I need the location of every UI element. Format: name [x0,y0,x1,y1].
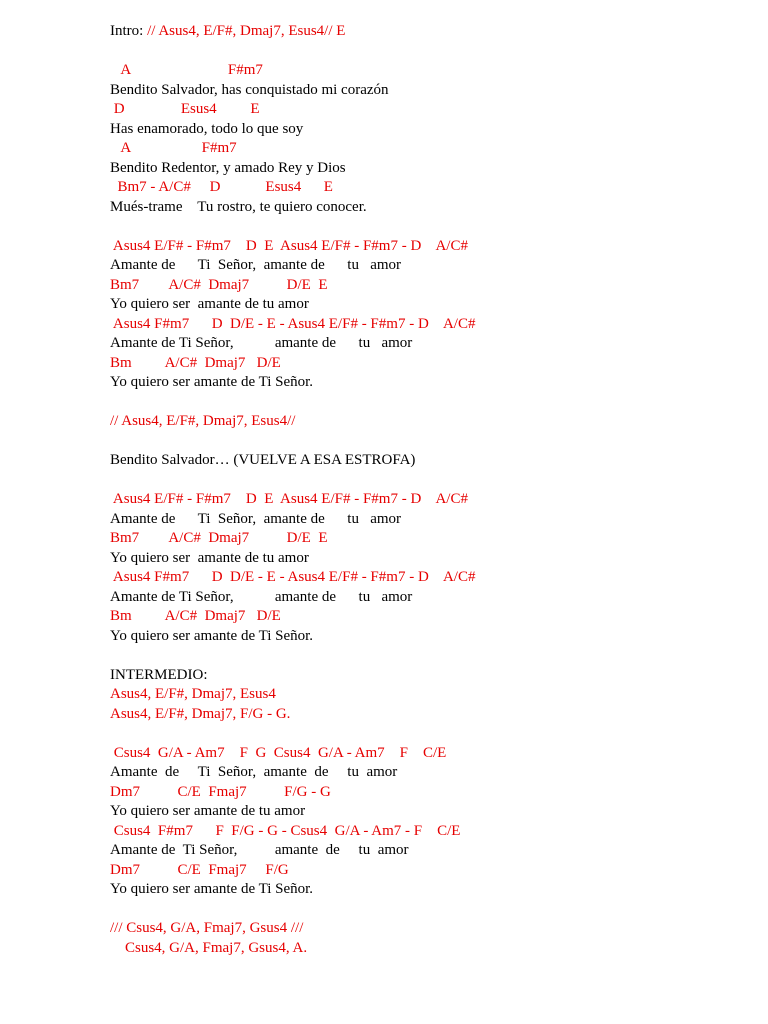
intro-label: Intro: [110,23,148,39]
chord-line: Dm7 C/E Fmaj7 F/G - G [110,783,331,800]
blank-line [110,42,768,62]
chord-line: Asus4, E/F#, Dmaj7, Esus4 [110,686,276,702]
lyric-line: Amante de Ti Señor, amante de tu amor [110,335,413,351]
chord-line: Asus4 F#m7 D D/E - E - Asus4 E/F# - F#m7 - D A/C# [110,569,476,585]
lyric-line: Amante de Ti Señor, amante de tu amor [110,764,398,780]
lyric-line: Amante de Ti Señor, amante de tu amor [110,257,402,273]
chord-line: Bm A/C# Dmaj7 D/E [110,354,281,371]
chord-line: Asus4 E/F# - F#m7 D E Asus4 E/F# - F#m7 - D A/C# [110,237,468,254]
intro-chords: // Asus4, E/F#, Dmaj7, Esus4// E [147,23,346,39]
chord-line: Asus4 F#m7 D D/E - E - Asus4 E/F# - F#m7 - D A/C# [110,315,476,332]
lyric-line: Yo quiero ser amante de Ti Señor. [110,881,314,897]
lyric-line: Yo quiero ser amante de tu amor [110,296,309,312]
chord-line: A F#m7 [110,140,237,156]
chord-line: /// Csus4, G/A, Fmaj7, Gsus4 /// [110,920,304,936]
chord-line: Bm7 A/C# Dmaj7 D/E E [110,276,328,293]
chord-line: Bm7 - A/C# D Esus4 E [110,179,333,195]
chord-line: Bm A/C# Dmaj7 D/E [110,608,281,624]
blank-line [110,646,768,666]
blank-line [110,432,768,452]
lyric-line: Amante de Ti Señor, amante de tu amor [110,588,413,605]
chord-line: A F#m7 [110,62,263,78]
lyric-line: Yo quiero ser amante de Ti Señor. [110,627,314,644]
chord-line: Asus4, E/F#, Dmaj7, F/G - G. [110,705,291,722]
blank-line [110,900,768,920]
chord-line: D Esus4 E [110,101,260,117]
lyric-line: Has enamorado, todo lo que soy [110,120,304,137]
chord-line: Csus4, G/A, Fmaj7, Gsus4, A. [110,939,308,956]
lyric-line: Bendito Salvador… (VUELVE A ESA ESTROFA) [110,452,416,468]
lyric-line: Yo quiero ser amante de tu amor [110,549,309,566]
chord-line: Dm7 C/E Fmaj7 F/G [110,861,289,878]
chord-line: Csus4 F#m7 F F/G - G - Csus4 G/A - Am7 - F C/E [110,822,461,839]
chord-line: Asus4 E/F# - F#m7 D E Asus4 E/F# - F#m7 - D A/C# [110,491,468,507]
chord-line: // Asus4, E/F#, Dmaj7, Esus4// [110,413,296,429]
lyric-line: INTERMEDIO: [110,666,208,683]
lyric-line: Bendito Salvador, has conquistado mi corazón [110,81,389,98]
lyric-line: Yo quiero ser amante de tu amor [110,803,306,819]
intro-line [110,22,768,42]
chord-line: Bm7 A/C# Dmaj7 D/E E [110,530,328,546]
lyric-line: Yo quiero ser amante de Ti Señor. [110,374,314,390]
lyric-line: Mués-trame Tu rostro, te quiero conocer. [110,198,367,215]
chord-line: Csus4 G/A - Am7 F G Csus4 G/A - Am7 F C/E [110,744,447,761]
blank-line [110,724,768,744]
blank-line [110,471,768,491]
blank-line [110,217,768,237]
blank-line [110,393,768,413]
lyric-line: Amante de Ti Señor, amante de tu amor [110,842,409,858]
lyric-line: Bendito Redentor, y amado Rey y Dios [110,159,346,176]
lyric-line: Amante de Ti Señor, amante de tu amor [110,510,402,527]
